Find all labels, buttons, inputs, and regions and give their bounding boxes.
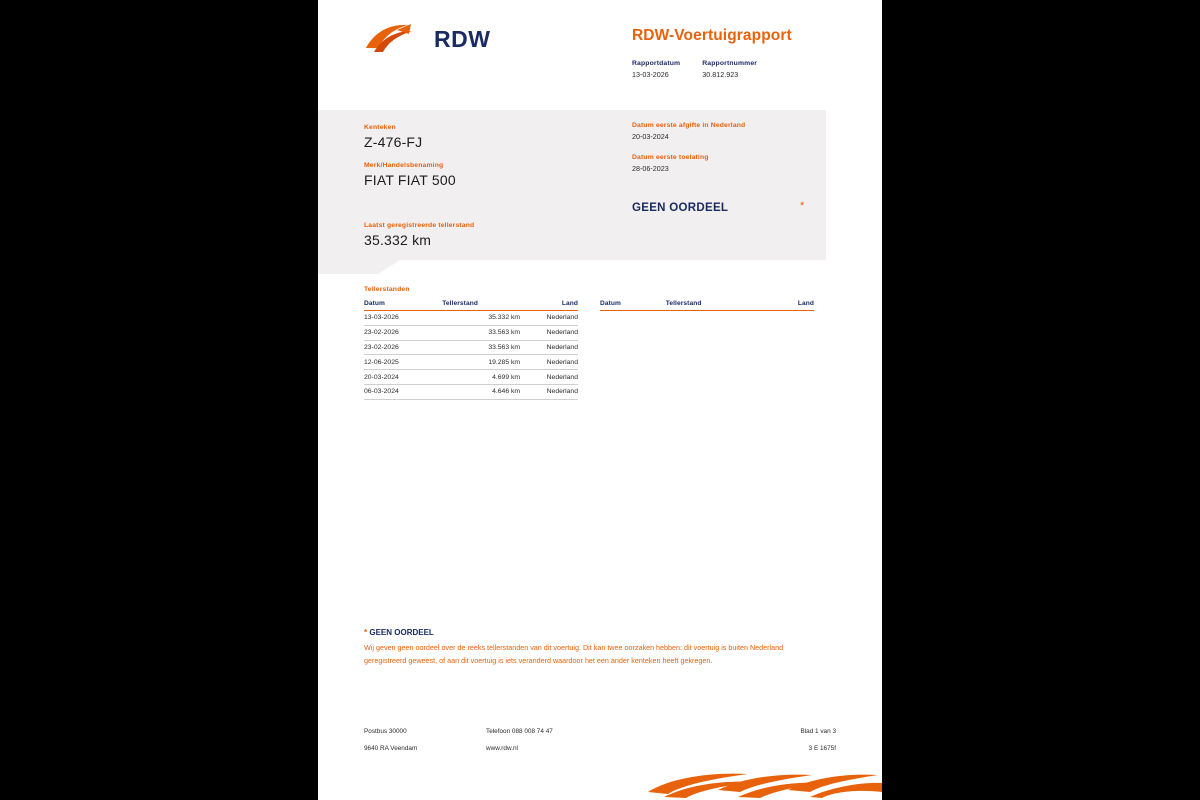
kenteken-value: Z-476-FJ: [364, 134, 423, 150]
col-datum: Datum: [600, 300, 652, 311]
table-row: [364, 355, 578, 370]
band-notch-decoration: [318, 260, 378, 274]
meta-rapportdatum-value: 13-03-2026: [632, 70, 669, 79]
merk-value: FIAT FIAT 500: [364, 172, 456, 188]
cell-tellerstand: 33.563 km: [428, 340, 520, 355]
summary-left-column: [364, 124, 474, 248]
footer-page-number: Blad 1 van 3: [800, 728, 836, 735]
table-row: [364, 384, 578, 399]
eerste-afgifte-value: 20-03-2024: [632, 132, 669, 141]
summary-right-column: [632, 122, 745, 173]
cell-land: Nederland: [520, 384, 578, 399]
vehicle-summary-band: [318, 110, 826, 260]
footer-address: [364, 728, 417, 752]
merk-label: Merk/Handelsbenaming: [364, 162, 444, 169]
cell-land: Nederland: [520, 355, 578, 370]
meta-rapportdatum: [632, 60, 680, 79]
meta-rapportnummer-value: 30.812.923: [702, 70, 739, 79]
footer-contact: [486, 728, 553, 752]
footnote-heading-text: GEEN OORDEEL: [369, 628, 434, 637]
table-row: [364, 340, 578, 355]
eerste-toelating-value: 28-06-2023: [632, 164, 669, 173]
tellerstanden-table-left: [364, 300, 578, 400]
cell-datum: 06-03-2024: [364, 384, 428, 399]
cell-datum: 12-06-2025: [364, 355, 428, 370]
footer-website[interactable]: www.rdw.nl: [486, 745, 518, 752]
cell-tellerstand: 35.332 km: [428, 311, 520, 326]
footnote-marker: *: [364, 628, 368, 637]
meta-rapportdatum-label: Rapportdatum: [632, 60, 681, 67]
footer-decoration-swoosh: [318, 770, 882, 800]
eerste-toelating-label: Datum eerste toelating: [632, 154, 709, 161]
cell-tellerstand: 4.699 km: [428, 370, 520, 385]
kenteken-label: Kenteken: [364, 124, 396, 131]
report-title: RDW-Voertuigrapport: [632, 27, 792, 44]
table-row: [364, 311, 578, 326]
rdw-wordmark: RDW: [434, 25, 491, 52]
eerste-afgifte-label: Datum eerste afgifte in Nederland: [632, 122, 746, 129]
footnote-block: [364, 628, 794, 667]
col-tellerstand: Tellerstand: [652, 300, 775, 311]
footnote-heading: [364, 628, 794, 637]
cell-datum: 13-03-2026: [364, 311, 428, 326]
col-land: Land: [774, 300, 814, 311]
tellerstand-label: Laatst geregistreerde tellerstand: [364, 222, 475, 229]
meta-rapportnummer-label: Rapportnummer: [702, 60, 758, 67]
rdw-swoosh-logo-icon: [364, 22, 428, 56]
col-tellerstand: Tellerstand: [428, 300, 520, 311]
rdw-logo: [364, 22, 490, 56]
footnote-body: Wij geven geen oordeel over de reeks tellerstanden van dit voertuig. Dit kan twee oorzaken hebben: dit voertuig is buiten Nederland geregistreerd geweest, of aan dit voertuig is iets veranderd waardoor het een ander kenteken heeft gekregen.: [364, 643, 784, 665]
cell-datum: 23-02-2026: [364, 340, 428, 355]
verdict-footnote-marker: *: [800, 200, 805, 212]
cell-datum: 20-03-2024: [364, 370, 428, 385]
meta-rapportnummer: [702, 60, 757, 79]
footer-form-code: 3 E 1675f: [808, 745, 836, 752]
footer-address-line1: Postbus 30000: [364, 728, 407, 735]
table-header-row: [364, 300, 578, 311]
report-meta: [632, 60, 779, 79]
cell-tellerstand: 19.285 km: [428, 355, 520, 370]
tellerstanden-table-right: [600, 300, 814, 311]
footer-pagination: [748, 728, 836, 752]
table-row: [364, 370, 578, 385]
table-row: [364, 325, 578, 340]
cell-land: Nederland: [520, 370, 578, 385]
cell-datum: 23-02-2026: [364, 325, 428, 340]
tellerstand-value: 35.332 km: [364, 232, 432, 248]
col-datum: Datum: [364, 300, 428, 311]
tellerstanden-title: Tellerstanden: [364, 286, 410, 293]
document-header: [318, 0, 882, 110]
rdw-swoosh-pattern-icon: [318, 770, 882, 800]
footer-phone: Telefoon 088 008 74 47: [486, 728, 553, 735]
cell-tellerstand: 4.646 km: [428, 384, 520, 399]
document-page: [318, 0, 882, 800]
cell-land: Nederland: [520, 340, 578, 355]
col-land: Land: [520, 300, 578, 311]
cell-land: Nederland: [520, 325, 578, 340]
table-header-row: [600, 300, 814, 311]
footer-address-line2: 9640 RA Veendam: [364, 745, 418, 752]
verdict-text: GEEN OORDEEL: [632, 202, 729, 214]
cell-tellerstand: 33.563 km: [428, 325, 520, 340]
cell-land: Nederland: [520, 311, 578, 326]
